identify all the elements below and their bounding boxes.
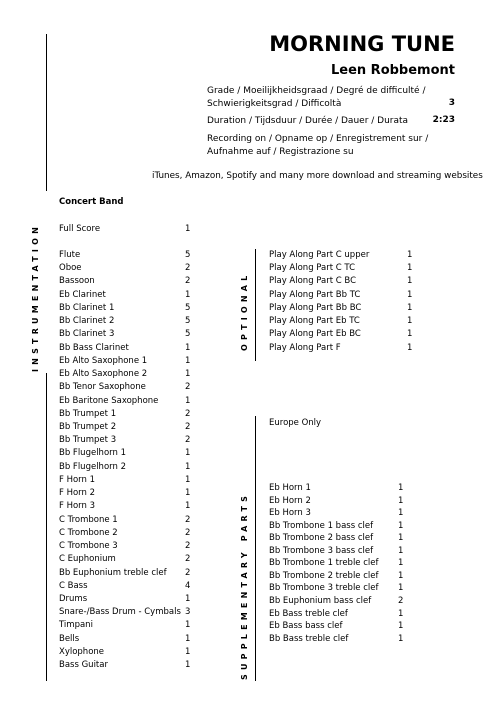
part-row <box>269 582 409 595</box>
part-qty: 1 <box>407 316 413 327</box>
part-name: Bass Guitar <box>59 660 108 671</box>
part-row <box>269 249 419 262</box>
part-name: Bells <box>59 633 80 644</box>
part-name: Bassoon <box>59 276 95 287</box>
part-row <box>59 500 199 513</box>
part-row <box>59 474 199 487</box>
part-qty: 1 <box>407 276 413 287</box>
part-row <box>269 482 409 495</box>
part-row <box>59 434 199 447</box>
part-row <box>269 275 419 288</box>
part-name: Bb Euphonium bass clef <box>269 595 372 606</box>
part-name: Bb Flugelhorn 2 <box>59 461 126 472</box>
supplementary-divider <box>255 416 256 681</box>
part-row <box>269 315 419 328</box>
part-row <box>59 527 199 540</box>
part-row <box>59 275 199 288</box>
part-qty: 5 <box>185 250 191 260</box>
part-qty: 1 <box>407 329 413 340</box>
part-qty: 2 <box>185 382 191 393</box>
part-row <box>269 557 409 570</box>
part-name: Play Along Part C TC <box>269 263 356 274</box>
part-name: Eb Alto Saxophone 1 <box>59 355 148 366</box>
part-name: Play Along Part Bb BC <box>269 302 362 313</box>
part-name: Bb Bass Clarinet <box>59 342 129 353</box>
part-name: Drums <box>59 593 88 604</box>
part-row <box>59 633 199 646</box>
part-qty: 2 <box>185 567 191 578</box>
part-qty: 2 <box>185 554 191 565</box>
grade-label-line1: Grade / Moeilijkheidsgraad / Degré de difficulté / <box>207 86 426 96</box>
part-qty: 1 <box>407 263 413 274</box>
part-row <box>59 540 199 553</box>
part-qty: 1 <box>185 474 191 485</box>
part-qty: 2 <box>185 514 191 525</box>
part-row <box>269 608 409 621</box>
part-row <box>269 302 419 315</box>
part-row <box>59 342 199 355</box>
part-qty: 1 <box>398 583 404 594</box>
part-row <box>59 421 199 434</box>
part-qty: 2 <box>185 527 191 538</box>
concert-band-header: Concert Band <box>59 197 124 207</box>
part-name: C Trombone 1 <box>59 514 118 525</box>
part-name: F Horn 1 <box>59 474 96 485</box>
part-row <box>269 328 419 341</box>
part-name: Bb Trombone 2 bass clef <box>269 533 374 544</box>
part-qty: 5 <box>185 329 191 340</box>
part-name: Eb Horn 3 <box>269 508 311 519</box>
europe-only-note: Europe Only <box>269 418 322 428</box>
part-qty: 1 <box>185 660 191 671</box>
part-row <box>59 580 199 593</box>
part-name: F Horn 3 <box>59 501 96 512</box>
part-row <box>59 514 199 527</box>
part-qty: 1 <box>185 461 191 472</box>
part-row <box>59 553 199 566</box>
part-qty: 1 <box>185 289 191 300</box>
part-name: Bb Trombone 3 treble clef <box>269 583 379 594</box>
supplementary-label: SUPPLEMENTARY PARTS <box>240 491 249 680</box>
part-row <box>59 249 199 262</box>
part-name: Play Along Part Eb BC <box>269 329 361 340</box>
part-qty: 1 <box>185 369 191 380</box>
composer-name: Leen Robbemont <box>330 63 455 78</box>
part-qty: 2 <box>398 595 404 606</box>
part-row <box>59 328 199 341</box>
left-divider-bottom <box>46 373 47 681</box>
part-name: C Trombone 3 <box>59 541 118 552</box>
part-name: Full Score <box>59 224 101 234</box>
part-name: Play Along Part Bb TC <box>269 289 361 300</box>
part-name: Eb Clarinet <box>59 289 106 300</box>
part-qty: 1 <box>185 342 191 353</box>
part-name: Bb Trombone 3 bass clef <box>269 545 374 556</box>
part-qty: 1 <box>398 508 404 519</box>
part-row <box>269 289 419 302</box>
part-qty: 1 <box>185 395 191 406</box>
part-name: Timpani <box>59 620 93 631</box>
part-row <box>59 447 199 460</box>
part-qty: 1 <box>185 593 191 604</box>
part-row <box>269 620 409 633</box>
part-row <box>59 381 199 394</box>
part-name: Eb Bass bass clef <box>269 621 343 632</box>
part-name: Flute <box>59 250 81 260</box>
part-qty: 1 <box>407 289 413 300</box>
part-row <box>59 606 199 619</box>
part-row <box>269 342 419 355</box>
part-name: Play Along Part F <box>269 342 341 353</box>
part-qty: 1 <box>398 533 404 544</box>
part-name: Eb Alto Saxophone 2 <box>59 369 148 380</box>
part-qty: 2 <box>185 421 191 432</box>
grade-label-line2: Schwierigkeitsgrad / Difficoltà <box>207 99 342 109</box>
part-name: Bb Trombone 2 treble clef <box>269 570 379 581</box>
full-score-row <box>59 223 199 236</box>
left-divider-top <box>46 34 47 191</box>
part-qty: 1 <box>185 448 191 459</box>
part-name: Bb Trumpet 2 <box>59 421 117 432</box>
part-qty: 1 <box>185 620 191 631</box>
optional-label: OPTIONAL <box>240 271 249 351</box>
part-qty: 1 <box>185 501 191 512</box>
part-row <box>269 545 409 558</box>
optional-divider <box>255 249 256 361</box>
grade-value: 3 <box>448 98 455 108</box>
part-row <box>59 659 199 672</box>
part-qty: 1 <box>185 488 191 499</box>
streaming-note: iTunes, Amazon, Spotify and many more download and streaming websites <box>152 171 483 181</box>
part-qty: 5 <box>185 302 191 313</box>
part-row <box>269 595 409 608</box>
part-qty: 1 <box>398 545 404 556</box>
part-name: Bb Tenor Saxophone <box>59 382 146 393</box>
part-row <box>269 507 409 520</box>
instrumentation-label: INSTRUMENTATION <box>31 222 40 372</box>
duration-value: 2:23 <box>432 115 455 125</box>
part-qty: 1 <box>185 633 191 644</box>
part-row <box>269 570 409 583</box>
part-qty: 1 <box>398 558 404 569</box>
part-row <box>59 487 199 500</box>
part-name: C Euphonium <box>59 554 116 565</box>
part-row <box>269 633 409 646</box>
recording-label-line1: Recording on / Opname op / Enregistrement sur / <box>207 134 429 144</box>
part-row <box>59 355 199 368</box>
part-qty: 1 <box>185 646 191 657</box>
part-qty: 5 <box>185 316 191 327</box>
part-name: Bb Clarinet 1 <box>59 302 115 313</box>
part-name: Play Along Part C BC <box>269 276 357 287</box>
part-row <box>269 520 409 533</box>
part-qty: 1 <box>398 608 404 619</box>
part-name: Bb Trombone 1 treble clef <box>269 558 379 569</box>
part-qty: 4 <box>185 580 191 591</box>
part-row <box>59 593 199 606</box>
part-name: Play Along Part C upper <box>269 250 370 260</box>
part-qty: 1 <box>407 342 413 353</box>
part-row <box>59 395 199 408</box>
part-qty: 1 <box>398 570 404 581</box>
part-name: Bb Clarinet 2 <box>59 316 115 327</box>
part-row <box>59 315 199 328</box>
part-row <box>59 646 199 659</box>
part-qty: 1 <box>398 495 404 506</box>
part-qty: 1 <box>407 250 413 260</box>
part-row <box>269 262 419 275</box>
part-qty: 1 <box>398 520 404 531</box>
part-row <box>269 532 409 545</box>
part-name: Snare-/Bass Drum - Cymbals <box>59 607 181 618</box>
part-name: Eb Baritone Saxophone <box>59 395 159 406</box>
part-name: Eb Horn 2 <box>269 495 311 506</box>
part-qty: 1 <box>407 302 413 313</box>
part-qty: 1 <box>185 355 191 366</box>
part-row <box>59 302 199 315</box>
part-qty: 1 <box>398 633 404 644</box>
part-qty: 2 <box>185 408 191 419</box>
part-qty: 2 <box>185 263 191 274</box>
part-name: Xylophone <box>59 646 105 657</box>
part-name: C Trombone 2 <box>59 527 118 538</box>
part-row <box>59 262 199 275</box>
part-qty: 3 <box>185 607 191 618</box>
part-row <box>59 567 199 580</box>
part-name: Bb Trumpet 1 <box>59 408 117 419</box>
part-row <box>59 408 199 421</box>
part-name: Bb Clarinet 3 <box>59 329 115 340</box>
part-name: F Horn 2 <box>59 488 96 499</box>
part-row <box>269 495 409 508</box>
part-qty: 2 <box>185 541 191 552</box>
part-qty: 1 <box>185 224 191 234</box>
part-name: Bb Trombone 1 bass clef <box>269 520 374 531</box>
part-name: Bb Bass treble clef <box>269 633 349 644</box>
part-name: Eb Horn 1 <box>269 483 311 493</box>
page-title: MORNING TUNE <box>269 32 455 56</box>
part-name: Bb Flugelhorn 1 <box>59 448 126 459</box>
part-qty: 1 <box>398 621 404 632</box>
part-qty: 2 <box>185 276 191 287</box>
part-qty: 2 <box>185 435 191 446</box>
part-qty: 1 <box>398 483 404 493</box>
part-name: Bb Euphonium treble clef <box>59 567 167 578</box>
recording-label-line2: Aufnahme auf / Registrazione su <box>207 147 354 157</box>
part-row <box>59 368 199 381</box>
part-row <box>59 619 199 632</box>
part-row <box>59 289 199 302</box>
part-row <box>59 461 199 474</box>
part-name: C Bass <box>59 580 88 591</box>
part-name: Play Along Part Eb TC <box>269 316 360 327</box>
part-name: Oboe <box>59 263 82 274</box>
part-name: Eb Bass treble clef <box>269 608 348 619</box>
part-name: Bb Trumpet 3 <box>59 435 117 446</box>
duration-label: Duration / Tijdsduur / Durée / Dauer / Durata <box>207 116 409 126</box>
